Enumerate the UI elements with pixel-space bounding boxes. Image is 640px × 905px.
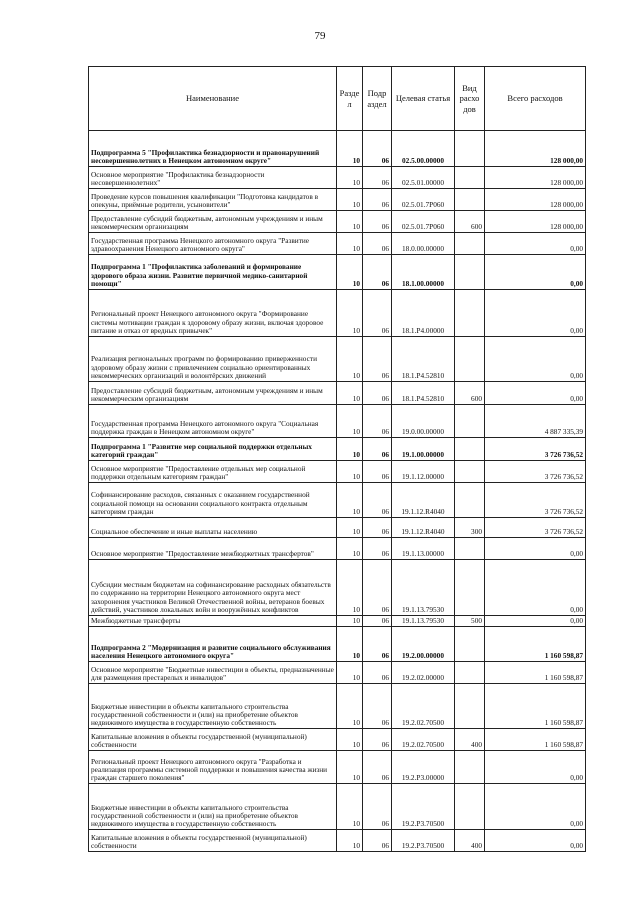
cell-expense-type: [455, 337, 485, 382]
cell-section: 10: [337, 290, 363, 337]
cell-target: 19.1.12.R4040: [392, 518, 455, 538]
table-row: [89, 627, 586, 662]
cell-expense-type: [455, 662, 485, 684]
cell-name: Субсидии местным бюджетам на софинансирование расходных обязательств по содержанию на территории Ненецкого автономного округа мест захоронения участников Великой Отечественной войны, ветеранов боевых действий, участников локальных войн и вооружённых конфликтов: [89, 560, 337, 616]
cell-target: 18.1.Р4.52810: [392, 382, 455, 405]
table-row: [89, 729, 586, 751]
cell-target: 19.1.13.00000: [392, 538, 455, 560]
cell-expense-type: [455, 751, 485, 784]
cell-expense-type: [455, 189, 485, 211]
cell-section: 10: [337, 684, 363, 729]
cell-section: 10: [337, 167, 363, 189]
table-row: [89, 290, 586, 337]
cell-expense-type: [455, 684, 485, 729]
cell-section: 10: [337, 255, 363, 290]
cell-subsection: 06: [363, 729, 392, 751]
cell-name: Бюджетные инвестиции в объекты капитального строительства государственной собственности и (или) на приобретение объектов недвижимого имущества в государственную собственность: [89, 684, 337, 729]
cell-name: Основное мероприятие "Предоставление отдельных мер социальной поддержки отдельным категориям граждан": [89, 461, 337, 483]
cell-name: Региональный проект Ненецкого автономного округа "Разработка и реализация программы системной поддержки и повышения качества жизни граждан старшего поколения": [89, 751, 337, 784]
cell-section: 10: [337, 483, 363, 518]
cell-section: 10: [337, 538, 363, 560]
cell-subsection: 06: [363, 290, 392, 337]
cell-name: Основное мероприятие "Предоставление межбюджетных трансфертов": [89, 538, 337, 560]
header-section: Разде л: [337, 67, 363, 131]
table-row: [89, 461, 586, 483]
cell-expense-type: 600: [455, 382, 485, 405]
cell-total: 0,00: [485, 830, 586, 852]
cell-target: 19.2.00.00000: [392, 627, 455, 662]
cell-name: Государственная программа Ненецкого автономного округа "Социальная поддержка граждан в Ненецком автономном округе": [89, 405, 337, 438]
table-row: [89, 167, 586, 189]
cell-expense-type: 500: [455, 616, 485, 627]
cell-section: 10: [337, 729, 363, 751]
cell-subsection: 06: [363, 337, 392, 382]
cell-expense-type: 600: [455, 211, 485, 233]
cell-name: Предоставление субсидий бюджетным, автономным учреждениям и иным некоммерческим организациям: [89, 211, 337, 233]
cell-section: 10: [337, 189, 363, 211]
table-row: [89, 830, 586, 852]
cell-expense-type: [455, 560, 485, 616]
cell-name: Основное мероприятие "Бюджетные инвестиции в объекты, предназначенные для размещения престарелых и инвалидов": [89, 662, 337, 684]
cell-name: Капитальные вложения в объекты государственной (муниципальной) собственности: [89, 729, 337, 751]
cell-target: 02.5.01.7Р060: [392, 189, 455, 211]
cell-name: Подпрограмма 5 "Профилактика безнадзорности и правонарушений несовершеннолетних в Ненецком автономном округе": [89, 131, 337, 167]
cell-target: 02.5.00.00000: [392, 131, 455, 167]
cell-subsection: 06: [363, 255, 392, 290]
cell-total: 128 000,00: [485, 167, 586, 189]
cell-subsection: 06: [363, 830, 392, 852]
header-expense-type: Вид расхо дов: [455, 67, 485, 131]
table-row: [89, 538, 586, 560]
cell-expense-type: [455, 438, 485, 461]
cell-name: Подпрограмма 2 "Модернизация и развитие социального обслуживания населения Ненецкого автономного округа": [89, 627, 337, 662]
cell-expense-type: [455, 167, 485, 189]
cell-target: 02.5.01.00000: [392, 167, 455, 189]
cell-subsection: 06: [363, 233, 392, 255]
cell-subsection: 06: [363, 189, 392, 211]
cell-target: 19.1.00.00000: [392, 438, 455, 461]
table-row: [89, 518, 586, 538]
cell-section: 10: [337, 405, 363, 438]
table-row: [89, 337, 586, 382]
cell-section: 10: [337, 461, 363, 483]
cell-expense-type: [455, 233, 485, 255]
cell-name: Предоставление субсидий бюджетным, автономным учреждениям и иным некоммерческим организациям: [89, 382, 337, 405]
cell-total: 0,00: [485, 751, 586, 784]
cell-subsection: 06: [363, 518, 392, 538]
cell-total: 0,00: [485, 616, 586, 627]
cell-subsection: 06: [363, 616, 392, 627]
cell-target: 19.2.Р3.70500: [392, 784, 455, 830]
cell-section: 10: [337, 616, 363, 627]
cell-total: 128 000,00: [485, 211, 586, 233]
cell-expense-type: [455, 461, 485, 483]
cell-name: Софинансирование расходов, связанных с оказанием государственной социальной помощи на основании социального контракта отдельным категориям граждан: [89, 483, 337, 518]
cell-expense-type: [455, 784, 485, 830]
cell-name: Подпрограмма 1 "Профилактика заболеваний и формирование здорового образа жизни. Развитие первичной медико-санитарной помощи": [89, 255, 337, 290]
cell-subsection: 06: [363, 751, 392, 784]
cell-section: 10: [337, 337, 363, 382]
cell-target: 19.2.02.00000: [392, 662, 455, 684]
cell-total: 3 726 736,52: [485, 438, 586, 461]
cell-total: 0,00: [485, 382, 586, 405]
cell-total: 1 160 598,87: [485, 729, 586, 751]
cell-section: 10: [337, 784, 363, 830]
table-row: [89, 382, 586, 405]
cell-subsection: 06: [363, 405, 392, 438]
cell-total: 1 160 598,87: [485, 684, 586, 729]
cell-section: 10: [337, 830, 363, 852]
table-row: [89, 662, 586, 684]
cell-total: 0,00: [485, 233, 586, 255]
cell-subsection: 06: [363, 538, 392, 560]
cell-section: 10: [337, 662, 363, 684]
cell-expense-type: [455, 627, 485, 662]
cell-section: 10: [337, 438, 363, 461]
cell-total: 4 887 335,39: [485, 405, 586, 438]
cell-target: 18.1.00.00000: [392, 255, 455, 290]
cell-subsection: 06: [363, 438, 392, 461]
table-row: [89, 438, 586, 461]
cell-expense-type: [455, 483, 485, 518]
table-row: [89, 233, 586, 255]
table-row: [89, 784, 586, 830]
cell-section: 10: [337, 211, 363, 233]
cell-target: 19.2.Р3.70500: [392, 830, 455, 852]
table-row: [89, 405, 586, 438]
cell-name: Межбюджетные трансферты: [89, 616, 337, 627]
cell-subsection: 06: [363, 684, 392, 729]
table-row: [89, 616, 586, 627]
table-row: [89, 483, 586, 518]
cell-subsection: 06: [363, 662, 392, 684]
header-target: Целевая статья: [392, 67, 455, 131]
cell-expense-type: 400: [455, 830, 485, 852]
cell-subsection: 06: [363, 382, 392, 405]
cell-target: 18.1.Р4.00000: [392, 290, 455, 337]
cell-target: 18.0.00.00000: [392, 233, 455, 255]
page-number: 79: [314, 30, 326, 42]
cell-target: 19.1.13.79530: [392, 616, 455, 627]
cell-subsection: 06: [363, 627, 392, 662]
cell-target: 19.0.00.00000: [392, 405, 455, 438]
cell-name: Социальное обеспечение и иные выплаты населению: [89, 518, 337, 538]
cell-name: Реализация региональных программ по формированию приверженности здоровому образу жизни с привлечением социально ориентированных некоммерческих организаций и волонтёрских движений: [89, 337, 337, 382]
cell-total: 3 726 736,52: [485, 461, 586, 483]
table-row: [89, 131, 586, 167]
cell-target: 19.2.02.70500: [392, 729, 455, 751]
cell-target: 18.1.Р4.52810: [392, 337, 455, 382]
cell-subsection: 06: [363, 461, 392, 483]
cell-target: 19.1.13.79530: [392, 560, 455, 616]
table-row: [89, 560, 586, 616]
cell-target: 19.1.12.00000: [392, 461, 455, 483]
cell-section: 10: [337, 751, 363, 784]
cell-target: 19.2.Р3.00000: [392, 751, 455, 784]
cell-name: Государственная программа Ненецкого автономного округа "Развитие здравоохранения Ненецкого автономного округа": [89, 233, 337, 255]
cell-expense-type: [455, 405, 485, 438]
header-total: Всего расходов: [485, 67, 586, 131]
cell-total: 0,00: [485, 538, 586, 560]
cell-total: 0,00: [485, 290, 586, 337]
table-row: [89, 684, 586, 729]
cell-total: 0,00: [485, 255, 586, 290]
cell-total: 128 000,00: [485, 131, 586, 167]
cell-expense-type: [455, 538, 485, 560]
cell-name: Бюджетные инвестиции в объекты капитального строительства государственной собственности и (или) на приобретение объектов недвижимого имущества в государственную собственность: [89, 784, 337, 830]
header-row: [89, 67, 586, 131]
cell-name: Региональный проект Ненецкого автономного округа "Формирование системы мотивации граждан к здоровому образу жизни, включая здоровое питание и отказ от вредных привычек": [89, 290, 337, 337]
budget-table: [88, 66, 586, 852]
header-subsection: Подр аздел: [363, 67, 392, 131]
cell-target: 19.1.12.R4040: [392, 483, 455, 518]
cell-subsection: 06: [363, 483, 392, 518]
cell-subsection: 06: [363, 167, 392, 189]
table-row: [89, 751, 586, 784]
cell-section: 10: [337, 233, 363, 255]
cell-subsection: 06: [363, 784, 392, 830]
cell-section: 10: [337, 560, 363, 616]
cell-section: 10: [337, 518, 363, 538]
cell-total: 3 726 736,52: [485, 483, 586, 518]
cell-expense-type: 300: [455, 518, 485, 538]
cell-total: 128 000,00: [485, 189, 586, 211]
cell-subsection: 06: [363, 131, 392, 167]
cell-target: 02.5.01.7Р060: [392, 211, 455, 233]
cell-total: 3 726 736,52: [485, 518, 586, 538]
cell-total: 0,00: [485, 784, 586, 830]
cell-total: 0,00: [485, 337, 586, 382]
cell-name: Подпрограмма 1 "Развитие мер социальной поддержки отдельных категорий граждан": [89, 438, 337, 461]
cell-total: 1 160 598,87: [485, 662, 586, 684]
cell-expense-type: [455, 131, 485, 167]
cell-expense-type: 400: [455, 729, 485, 751]
cell-total: 1 160 598,87: [485, 627, 586, 662]
cell-name: Основное мероприятие "Профилактика безнадзорности несовершеннолетних": [89, 167, 337, 189]
cell-name: Капитальные вложения в объекты государственной (муниципальной) собственности: [89, 830, 337, 852]
table-row: [89, 255, 586, 290]
cell-subsection: 06: [363, 211, 392, 233]
header-name: Наименование: [89, 67, 337, 131]
cell-target: 19.2.02.70500: [392, 684, 455, 729]
cell-section: 10: [337, 627, 363, 662]
cell-name: Проведение курсов повышения квалификации "Подготовка кандидатов в опекуны, приёмные родители, усыновители": [89, 189, 337, 211]
cell-section: 10: [337, 131, 363, 167]
table-row: [89, 189, 586, 211]
table-row: [89, 211, 586, 233]
cell-subsection: 06: [363, 560, 392, 616]
cell-expense-type: [455, 290, 485, 337]
cell-section: 10: [337, 382, 363, 405]
table-body: [89, 131, 586, 852]
cell-total: 0,00: [485, 560, 586, 616]
cell-expense-type: [455, 255, 485, 290]
